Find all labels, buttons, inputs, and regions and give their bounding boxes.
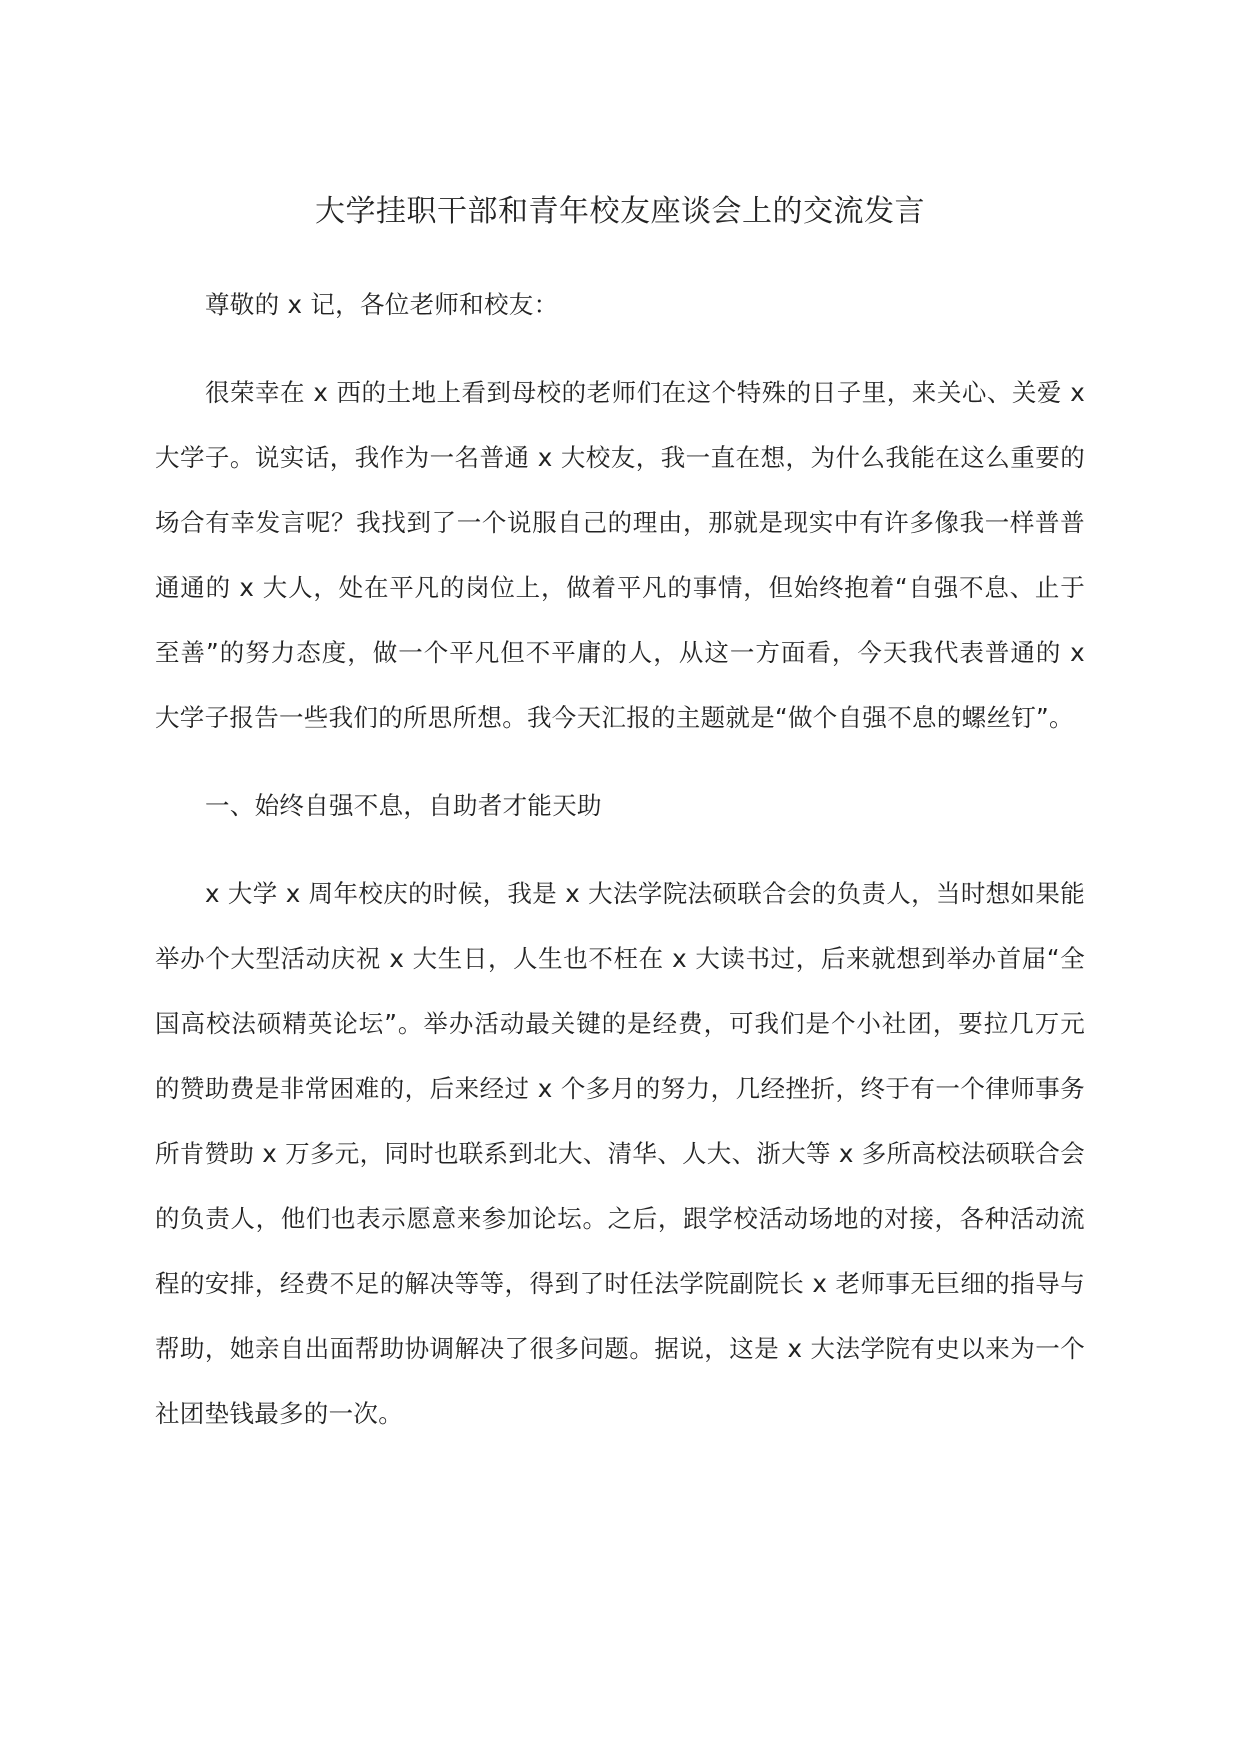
story-paragraph: x 大学 x 周年校庆的时候，我是 x 大法学院法硕联合会的负责人，当时想如果能举办个大型活动庆祝 x 大生日，人生也不枉在 x 大读书过，后来就想到举办首届“全国高校法硕精英论坛”。举办活动最关键的是经费，可我们是个小社团，要拉几万元的赞助费是非常困难的，后来经过 x 个多月的努力，几经挫折，终于有一个律师事务所肯赞助 x 万多元，同时也联系到北大、清华、人大、浙大等 x 多所高校法硕联合会的负责人，他们也表示愿意来参加论坛。之后，跟学校活动场地的对接，各种活动流程的安排，经费不足的解决等等，得到了时任法学院副院长 x 老师事无巨细的指导与帮助，她亲自出面帮助协调解决了很多问题。据说，这是 x 大法学院有史以来为一个社团垫钱最多的一次。 bbox=[155, 879, 1085, 1428]
document-body bbox=[155, 272, 1085, 1469]
salutation-paragraph: 尊敬的 x 记，各位老师和校友： bbox=[205, 290, 559, 319]
section-heading: 一、始终自强不息，自助者才能天助 bbox=[205, 791, 602, 820]
intro-paragraph: 很荣幸在 x 西的土地上看到母校的老师们在这个特殊的日子里，来关心、关爱 x 大学子。说实话，我作为一名普通 x 大校友，我一直在想，为什么我能在这么重要的场合有幸发言呢？我找到了一个说服自己的理由，那就是现实中有许多像我一样普普通通的 x 大人，处在平凡的岗位上，做着平凡的事情，但始终抱着“自强不息、止于至善”的努力态度，做一个平凡但不平庸的人，从这一方面看，今天我代表普通的 x 大学子报告一些我们的所思所想。我今天汇报的主题就是“做个自强不息的螺丝钉”。 bbox=[155, 378, 1085, 732]
document-title: 大学挂职干部和青年校友座谈会上的交流发言 bbox=[315, 194, 925, 229]
